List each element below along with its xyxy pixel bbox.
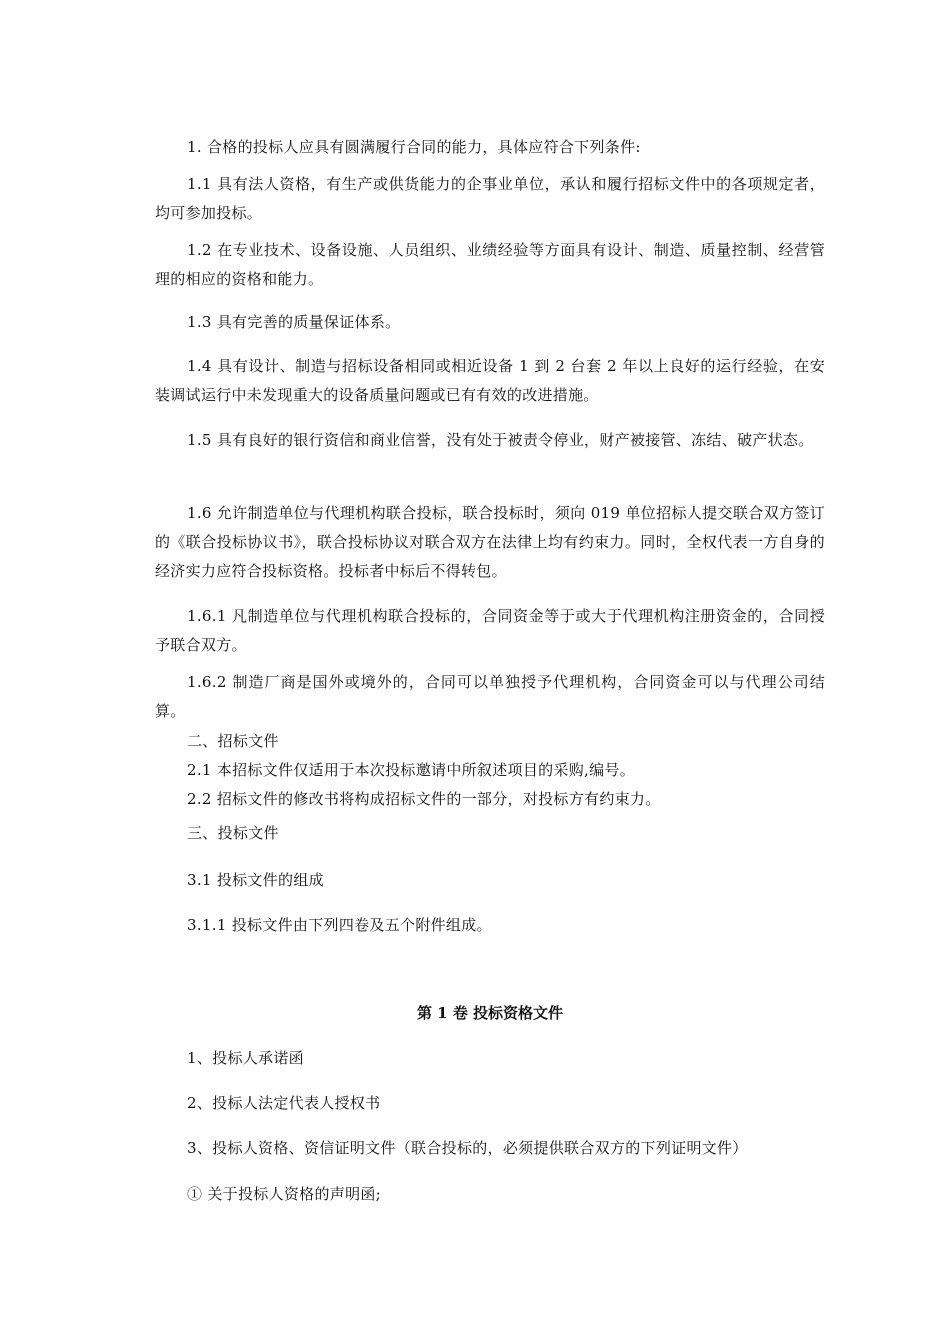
list-item-qualification-documents: 3、投标人资格、资信证明文件（联合投标的，必须提供联合双方的下列证明文件） [187, 1139, 748, 1157]
paragraph-3-1: 3.1 投标文件的组成 [187, 871, 324, 889]
paragraph-qualification-intro: 1. 合格的投标人应具有圆满履行合同的能力，具体应符合下列条件: [187, 138, 641, 156]
section-title-tender-documents: 二、招标文件 [187, 732, 279, 750]
paragraph-1-1: 1.1 具有法人资格，有生产或供货能力的企事业单位，承认和履行招标文件中的各项规定者，均可参加投标。 [155, 175, 825, 222]
section-title-bid-documents: 三、投标文件 [187, 824, 279, 842]
paragraph-2-1: 2.1 本招标文件仅适用于本次投标邀请中所叙述项目的采购,编号。 [187, 761, 635, 779]
paragraph-1-4: 1.4 具有设计、制造与招标设备相同或相近设备 1 到 2 台套 2 年以上良好的运行经验，在安装调试运行中未发现重大的设备质量问题或已有有效的改进措施。 [155, 357, 825, 404]
list-item-commitment-letter: 1、投标人承诺函 [187, 1049, 304, 1067]
paragraph-2-2: 2.2 招标文件的修改书将构成招标文件的一部分，对投标方有约束力。 [187, 790, 661, 808]
paragraph-1-6-2: 1.6.2 制造厂商是国外或境外的，合同可以单独授予代理机构，合同资金可以与代理公司结算。 [155, 673, 825, 720]
volume-1-heading: 第 1 卷 投标资格文件 [416, 1004, 564, 1022]
list-item-authorization-letter: 2、投标人法定代表人授权书 [187, 1094, 381, 1112]
paragraph-3-1-1: 3.1.1 投标文件由下列四卷及五个附件组成。 [187, 916, 492, 934]
paragraph-1-2: 1.2 在专业技术、设备设施、人员组织、业绩经验等方面具有设计、制造、质量控制、经营管理的相应的资格和能力。 [155, 241, 825, 288]
list-item-qualification-statement: ① 关于投标人资格的声明函; [187, 1185, 382, 1203]
paragraph-1-6-1: 1.6.1 凡制造单位与代理机构联合投标的，合同资金等于或大于代理机构注册资金的，合同授予联合双方。 [155, 607, 825, 654]
paragraph-1-5: 1.5 具有良好的银行资信和商业信誉，没有处于被责令停业，财产被接管、冻结、破产状态。 [187, 431, 814, 449]
paragraph-1-6: 1.6 允许制造单位与代理机构联合投标，联合投标时，须向 019 单位招标人提交联合双方签订的《联合投标协议书》，联合投标协议对联合双方在法律上均有约束力。同时，全权代表一方自身的经济实力应符合投标资格。投标者中标后不得转包。 [155, 504, 825, 580]
paragraph-1-3: 1.3 具有完善的质量保证体系。 [187, 313, 401, 331]
